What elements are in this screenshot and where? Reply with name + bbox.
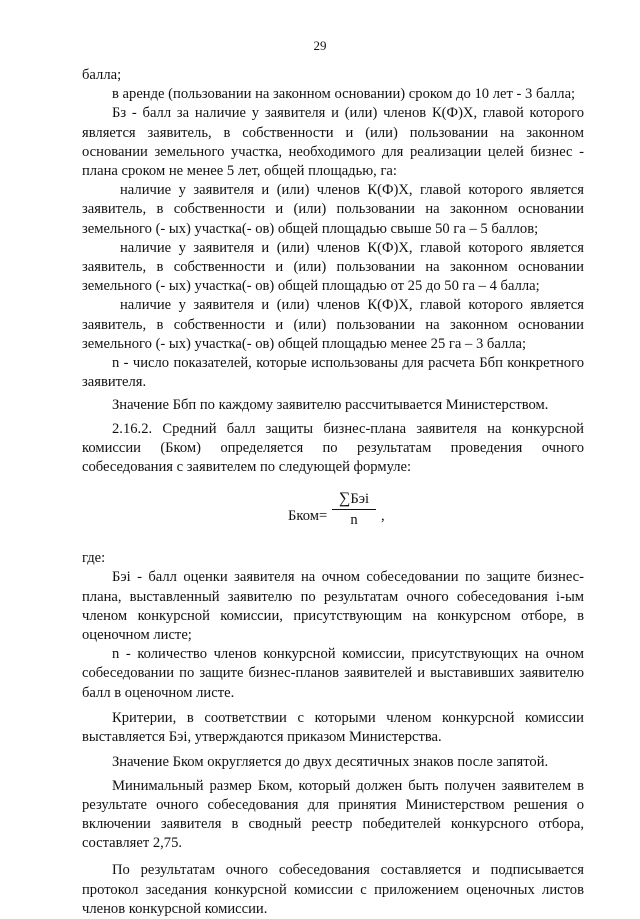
formula-fraction [332,490,376,530]
paragraph-rounding: Значение Бком округляется до двух десятичных знаков после запятой. [112,754,549,771]
paragraph-bz-definition: Бз - балл за наличие у заявителя и (или) членов К(Ф)Х, главой которого является заявитель, в собственности и (или) пользовании на законном основании земельного участка, необходимого для реализации целей бизнес - плана сроком не менее 5 лет, общей площадью, га: [82,105,584,180]
document-body [82,66,584,919]
paragraph-arenda: в аренде (пользовании на законном основании) сроком до 10 лет - 3 балла; [112,86,576,103]
paragraph-balla: балла; [82,67,122,83]
paragraph-n-members: n - количество членов конкурсной комиссии, присутствующих на очном собеседовании по защите бизнес-планов заявителей и выставивших заявителю балл в оценочном листе. [82,646,584,701]
paragraph-25-50-ha: наличие у заявителя и (или) членов К(Ф)Х, главой которого является заявитель, в собственности и (или) пользовании на законном основании земельного (- ых) участка(- ов) общей площадью от 25 до 50 га – 4 балла; [82,239,584,295]
paragraph-minimum-bkom: Минимальный размер Бком, который должен быть получен заявителем в результате очного собеседования для принятия Министерством решения о включении заявителя в сводный реестр победителей конкурсного отбора, составляет 2,75. [82,777,584,852]
formula-lhs: Бком= [288,508,328,525]
formula-numerator [332,490,376,510]
bkom-formula [82,487,584,545]
paragraph-bei-definition: Бэi - балл оценки заявителя на очном собеседовании по защите бизнес-плана, выставленный заявителю по результатам очного собеседования i-ым членом конкурсной комиссии, присутствующим на конкурсном отборе, в оценочном листе; [82,569,584,644]
paragraph-section-2-16-2: 2.16.2. Средний балл защиты бизнес-плана заявителя на конкурсной комиссии (Бком) определяется по результатам проведения очного собеседования с заявителем по следующей формуле: [82,420,584,476]
sigma-symbol: ∑ [338,490,351,508]
formula-denominator: n [350,512,358,529]
formula-comma: , [381,508,385,525]
paragraph-n-indicators: n - число показателей, которые использованы для расчета Ббп конкретного заявителя. [82,355,584,391]
paragraph-criteria: Критерии, в соответствии с которыми членом конкурсной комиссии выставляется Бэi, утверждаются приказом Министерства. [82,709,584,746]
formula-numerator-text: Бэi [350,491,370,508]
paragraph-protocol: По результатам очного собеседования составляется и подписывается протокол заседания конкурсной комиссии с приложением оценочных листов членов конкурсной комиссии. [82,862,584,917]
paragraph-over-50-ha: наличие у заявителя и (или) членов К(Ф)Х, главой которого является заявитель, в собственности и (или) пользовании на законном основании земельного (- ых) участка(- ов) общей площадью свыше 50 га – 5 баллов; [82,182,584,237]
page-number: 29 [313,38,327,53]
paragraph-where: где: [82,550,106,567]
paragraph-bbp-value: Значение Ббп по каждому заявителю рассчитывается Министерством. [112,397,549,414]
paragraph-under-25-ha: наличие у заявителя и (или) членов К(Ф)Х, главой которого является заявитель, в собственности и (или) пользовании на законном основании земельного (- ых) участка(- ов) общей площадью менее 25 га – 3 балла; [82,297,584,352]
